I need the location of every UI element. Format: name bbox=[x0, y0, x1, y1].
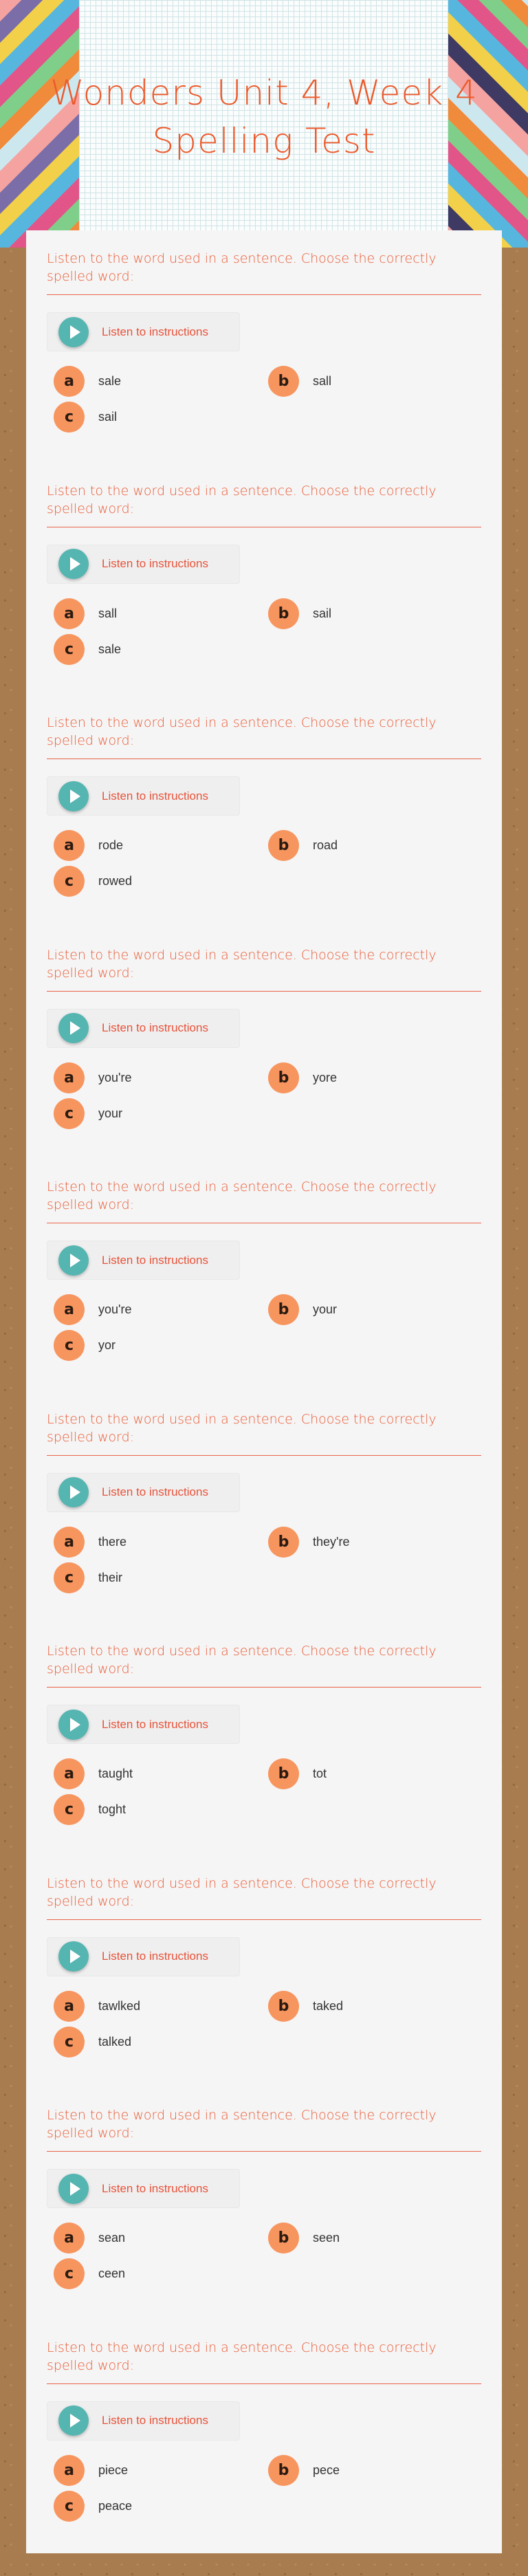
option-b[interactable] bbox=[268, 2223, 340, 2253]
option-label: yor bbox=[98, 1338, 116, 1352]
option-letter-c: c bbox=[54, 634, 85, 665]
option-b[interactable] bbox=[268, 830, 338, 861]
option-letter-b: b bbox=[268, 366, 299, 397]
option-letter-c: c bbox=[54, 1562, 85, 1593]
question bbox=[26, 2087, 502, 2320]
play-icon bbox=[58, 1941, 89, 1972]
option-a[interactable] bbox=[54, 2223, 125, 2253]
divider bbox=[47, 1455, 481, 1456]
option-letter-c: c bbox=[54, 2491, 85, 2522]
option-b[interactable] bbox=[268, 1758, 327, 1789]
option-label: toght bbox=[98, 1802, 126, 1816]
option-a[interactable] bbox=[54, 1758, 133, 1789]
listen-label: Listen to instructions bbox=[102, 789, 208, 803]
listen-label: Listen to instructions bbox=[102, 2181, 208, 2195]
page-title: Wonders Unit 4, Week 4 Spelling Test bbox=[50, 73, 478, 161]
listen-instructions-button[interactable] bbox=[47, 1241, 240, 1280]
option-label: your bbox=[98, 1106, 123, 1120]
option-c[interactable] bbox=[54, 1330, 116, 1361]
option-label: road bbox=[313, 838, 338, 852]
listen-instructions-button[interactable] bbox=[47, 1009, 240, 1048]
option-letter-b: b bbox=[268, 830, 299, 861]
option-letter-b: b bbox=[268, 2455, 299, 2486]
answer-options bbox=[47, 366, 481, 433]
option-c[interactable] bbox=[54, 1562, 122, 1593]
listen-instructions-button[interactable] bbox=[47, 545, 240, 584]
option-letter-a: a bbox=[54, 2223, 85, 2253]
listen-label: Listen to instructions bbox=[102, 557, 208, 570]
play-icon bbox=[58, 317, 89, 347]
question bbox=[26, 1855, 502, 2088]
question bbox=[26, 2320, 502, 2552]
option-letter-c: c bbox=[54, 866, 85, 897]
play-icon bbox=[58, 781, 89, 811]
question bbox=[26, 230, 502, 463]
divider bbox=[47, 294, 481, 295]
option-letter-c: c bbox=[54, 2258, 85, 2289]
answer-options bbox=[47, 2455, 481, 2522]
option-letter-b: b bbox=[268, 1527, 299, 1558]
listen-label: Listen to instructions bbox=[102, 1485, 208, 1498]
option-label: they're bbox=[313, 1534, 350, 1549]
option-label: ceen bbox=[98, 2267, 126, 2280]
listen-instructions-button[interactable] bbox=[47, 2169, 240, 2208]
option-label: sean bbox=[98, 2231, 126, 2245]
question bbox=[26, 1391, 502, 1624]
option-a[interactable] bbox=[54, 1527, 126, 1558]
question-prompt: Listen to the word used in a sentence. Choose the correctly spelled word: bbox=[47, 251, 437, 284]
answer-options bbox=[47, 1758, 481, 1825]
option-letter-b: b bbox=[268, 1062, 299, 1093]
option-a[interactable] bbox=[54, 1294, 131, 1325]
play-icon bbox=[58, 1710, 89, 1740]
option-label: yore bbox=[313, 1070, 338, 1084]
question-prompt: Listen to the word used in a sentence. Choose the correctly spelled word: bbox=[47, 947, 437, 981]
option-letter-c: c bbox=[54, 2027, 85, 2057]
answer-options bbox=[47, 830, 481, 897]
option-label: sale bbox=[98, 374, 122, 388]
option-label: tawlked bbox=[98, 1998, 141, 2013]
option-c[interactable] bbox=[54, 402, 117, 433]
option-a[interactable] bbox=[54, 366, 121, 397]
divider bbox=[47, 1919, 481, 1920]
option-c[interactable] bbox=[54, 2027, 131, 2057]
question-prompt: Listen to the word used in a sentence. Choose the correctly spelled word: bbox=[47, 1644, 437, 1677]
option-c[interactable] bbox=[54, 2491, 132, 2522]
question bbox=[26, 463, 502, 695]
option-letter-b: b bbox=[268, 1991, 299, 2022]
answer-options bbox=[47, 1294, 481, 1361]
answer-options bbox=[47, 1062, 481, 1129]
header-banner bbox=[0, 0, 528, 248]
listen-instructions-button[interactable] bbox=[47, 1937, 240, 1976]
option-a[interactable] bbox=[54, 2455, 128, 2486]
play-icon bbox=[58, 549, 89, 579]
option-b[interactable] bbox=[268, 2455, 340, 2486]
option-c[interactable] bbox=[54, 1794, 126, 1825]
option-label: piece bbox=[98, 2463, 129, 2477]
play-icon bbox=[58, 2174, 89, 2204]
question bbox=[26, 1623, 502, 1855]
option-letter-a: a bbox=[54, 598, 85, 629]
question-prompt: Listen to the word used in a sentence. Choose the correctly spelled word: bbox=[47, 1179, 437, 1212]
option-label: rode bbox=[98, 838, 124, 852]
question-prompt: Listen to the word used in a sentence. Choose the correctly spelled word: bbox=[47, 1411, 437, 1445]
option-c[interactable] bbox=[54, 2258, 125, 2289]
option-b[interactable] bbox=[268, 1527, 349, 1558]
option-a[interactable] bbox=[54, 830, 123, 861]
option-label: taught bbox=[98, 1767, 133, 1780]
question-prompt: Listen to the word used in a sentence. Choose the correctly spelled word: bbox=[47, 2339, 437, 2373]
listen-label: Listen to instructions bbox=[102, 325, 208, 338]
option-label: their bbox=[98, 1570, 123, 1584]
option-a[interactable] bbox=[54, 1991, 140, 2022]
answer-options bbox=[47, 1991, 481, 2057]
option-label: sall bbox=[313, 374, 332, 388]
play-icon bbox=[58, 1477, 89, 1507]
option-b[interactable] bbox=[268, 598, 331, 629]
option-letter-b: b bbox=[268, 2223, 299, 2253]
divider bbox=[47, 1687, 481, 1688]
listen-label: Listen to instructions bbox=[102, 1950, 208, 1963]
option-a[interactable] bbox=[54, 598, 117, 629]
divider bbox=[47, 2151, 481, 2152]
option-label: sail bbox=[313, 606, 332, 620]
question bbox=[26, 695, 502, 927]
listen-label: Listen to instructions bbox=[102, 2414, 208, 2427]
option-b[interactable] bbox=[268, 366, 331, 397]
answer-options bbox=[47, 2223, 481, 2289]
option-letter-c: c bbox=[54, 1330, 85, 1361]
option-label: sale bbox=[98, 642, 122, 656]
option-letter-b: b bbox=[268, 598, 299, 629]
option-letter-a: a bbox=[54, 1991, 85, 2022]
divider bbox=[47, 2383, 481, 2384]
divider bbox=[47, 758, 481, 759]
option-c[interactable] bbox=[54, 1098, 122, 1129]
option-letter-b: b bbox=[268, 1294, 299, 1325]
option-b[interactable] bbox=[268, 1062, 337, 1093]
listen-instructions-button[interactable] bbox=[47, 1705, 240, 1744]
option-label: sail bbox=[98, 410, 118, 424]
question-prompt: Listen to the word used in a sentence. Choose the correctly spelled word: bbox=[47, 2108, 437, 2141]
option-letter-a: a bbox=[54, 1294, 85, 1325]
option-letter-a: a bbox=[54, 830, 85, 861]
option-letter-a: a bbox=[54, 1062, 85, 1093]
option-letter-b: b bbox=[268, 1758, 299, 1789]
option-letter-c: c bbox=[54, 1794, 85, 1825]
listen-label: Listen to instructions bbox=[102, 1717, 208, 1731]
option-label: pece bbox=[313, 2463, 340, 2477]
option-label: seen bbox=[313, 2231, 340, 2245]
option-label: peace bbox=[98, 2498, 133, 2513]
option-label: sall bbox=[98, 606, 118, 620]
option-letter-a: a bbox=[54, 1527, 85, 1558]
option-label: talked bbox=[98, 2034, 132, 2049]
option-label: there bbox=[98, 1534, 127, 1549]
answer-options bbox=[47, 598, 481, 665]
play-icon bbox=[58, 1245, 89, 1276]
question-prompt: Listen to the word used in a sentence. Choose the correctly spelled word: bbox=[47, 483, 437, 516]
option-b[interactable] bbox=[268, 1294, 337, 1325]
option-label: tot bbox=[313, 1767, 327, 1780]
option-b[interactable] bbox=[268, 1991, 343, 2022]
listen-instructions-button[interactable] bbox=[47, 1473, 240, 1512]
question bbox=[26, 927, 502, 1159]
option-a[interactable] bbox=[54, 1062, 131, 1093]
question-prompt: Listen to the word used in a sentence. Choose the correctly spelled word: bbox=[47, 1875, 437, 1909]
option-letter-a: a bbox=[54, 2455, 85, 2486]
option-label: you're bbox=[98, 1070, 132, 1084]
question-prompt: Listen to the word used in a sentence. Choose the correctly spelled word: bbox=[47, 715, 437, 748]
play-icon bbox=[58, 2405, 89, 2436]
option-label: your bbox=[313, 1302, 338, 1316]
listen-instructions-button[interactable] bbox=[47, 776, 240, 816]
answer-options bbox=[47, 1527, 481, 1593]
option-c[interactable] bbox=[54, 866, 132, 897]
option-c[interactable] bbox=[54, 634, 121, 665]
listen-label: Listen to instructions bbox=[102, 1253, 208, 1267]
option-letter-c: c bbox=[54, 402, 85, 433]
question bbox=[26, 1159, 502, 1391]
option-label: you're bbox=[98, 1302, 132, 1316]
divider bbox=[47, 991, 481, 992]
listen-instructions-button[interactable] bbox=[47, 312, 240, 351]
listen-instructions-button[interactable] bbox=[47, 2401, 240, 2441]
play-icon bbox=[58, 1013, 89, 1043]
option-label: rowed bbox=[98, 874, 133, 888]
option-letter-a: a bbox=[54, 1758, 85, 1789]
option-letter-a: a bbox=[54, 366, 85, 397]
option-letter-c: c bbox=[54, 1098, 85, 1129]
worksheet-card bbox=[26, 230, 502, 2553]
listen-label: Listen to instructions bbox=[102, 1021, 208, 1034]
option-label: taked bbox=[313, 1998, 344, 2013]
